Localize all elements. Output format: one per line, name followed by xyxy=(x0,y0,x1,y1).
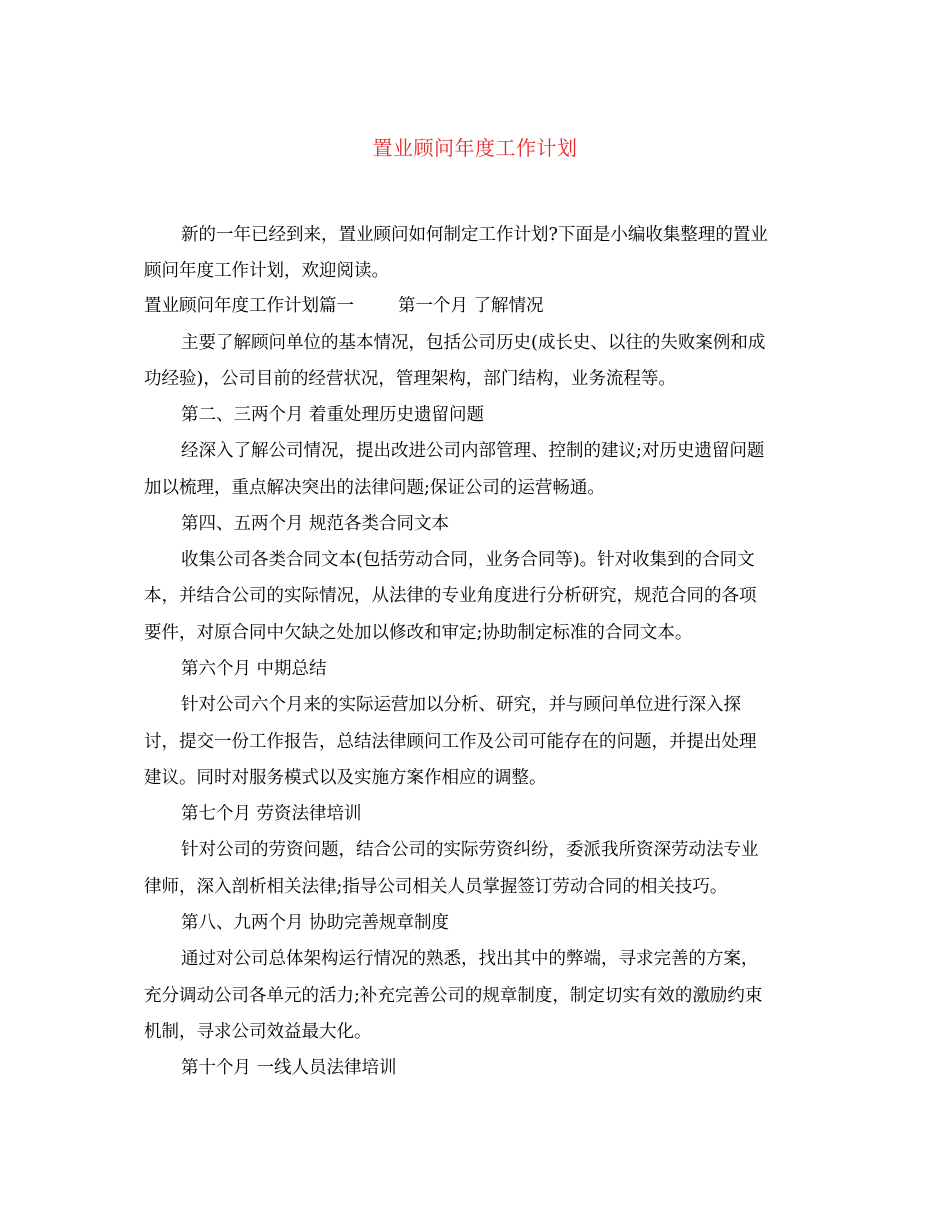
paragraph-line: 顾问年度工作计划，欢迎阅读。 xyxy=(144,261,389,281)
subheading: 第一个月 了解情况 xyxy=(398,296,544,316)
paragraph-line: 要件，对原合同中欠缺之处加以修改和审定;协助制定标准的合同文本。 xyxy=(144,623,693,643)
section-heading-row xyxy=(144,293,824,319)
paragraph-line: 充分调动公司各单元的活力;补充完善公司的规章制度，制定切实有效的激励约束 xyxy=(144,986,763,1006)
paragraph-line: 机制，寻求公司效益最大化。 xyxy=(144,1022,372,1042)
paragraph-line: 针对公司六个月来的实际运营加以分析、研究，并与顾问单位进行深入探 xyxy=(181,695,741,715)
subheading: 第八、九两个月 协助完善规章制度 xyxy=(181,913,450,933)
paragraph-line: 收集公司各类合同文本(包括劳动合同，业务合同等)。针对收集到的合同文 xyxy=(181,550,755,570)
section-heading: 置业顾问年度工作计划篇一 xyxy=(144,296,354,316)
subheading: 第二、三两个月 着重处理历史遗留问题 xyxy=(181,405,485,425)
paragraph-line: 讨，提交一份工作报告，总结法律顾问工作及公司可能存在的问题，并提出处理 xyxy=(144,732,757,752)
paragraph-line: 通过对公司总体架构运行情况的熟悉，找出其中的弊端，寻求完善的方案， xyxy=(181,949,759,969)
paragraph-line: 加以梳理，重点解决突出的法律问题;保证公司的运营畅通。 xyxy=(144,478,605,498)
paragraph-line: 新的一年已经到来，置业顾问如何制定工作计划?下面是小编收集整理的置业 xyxy=(181,225,768,245)
paragraph-line: 经深入了解公司情况，提出改进公司内部管理、控制的建议;对历史遗留问题 xyxy=(181,441,765,461)
document-title: 置业顾问年度工作计划 xyxy=(372,136,578,160)
paragraph-line: 律师，深入剖析相关法律;指导公司相关人员掌握签订劳动合同的相关技巧。 xyxy=(144,877,728,897)
paragraph-line: 主要了解顾问单位的基本情况，包括公司历史(成长史、以往的失败案例和成 xyxy=(181,333,766,353)
paragraph-line: 建议。同时对服务模式以及实施方案作相应的调整。 xyxy=(144,768,547,788)
subheading: 第七个月 劳资法律培训 xyxy=(181,804,362,824)
paragraph-line: 本，并结合公司的实际情况，从法律的专业角度进行分析研究，规范合同的各项 xyxy=(144,586,757,606)
paragraph-line: 功经验)，公司目前的经营状况，管理架构，部门结构，业务流程等。 xyxy=(144,369,676,389)
paragraph-line: 针对公司的劳资问题，结合公司的实际劳资纠纷，委派我所资深劳动法专业 xyxy=(181,840,759,860)
subheading: 第四、五两个月 规范各类合同文本 xyxy=(181,514,450,534)
subheading: 第六个月 中期总结 xyxy=(181,659,327,679)
subheading: 第十个月 一线人员法律培训 xyxy=(181,1058,397,1078)
